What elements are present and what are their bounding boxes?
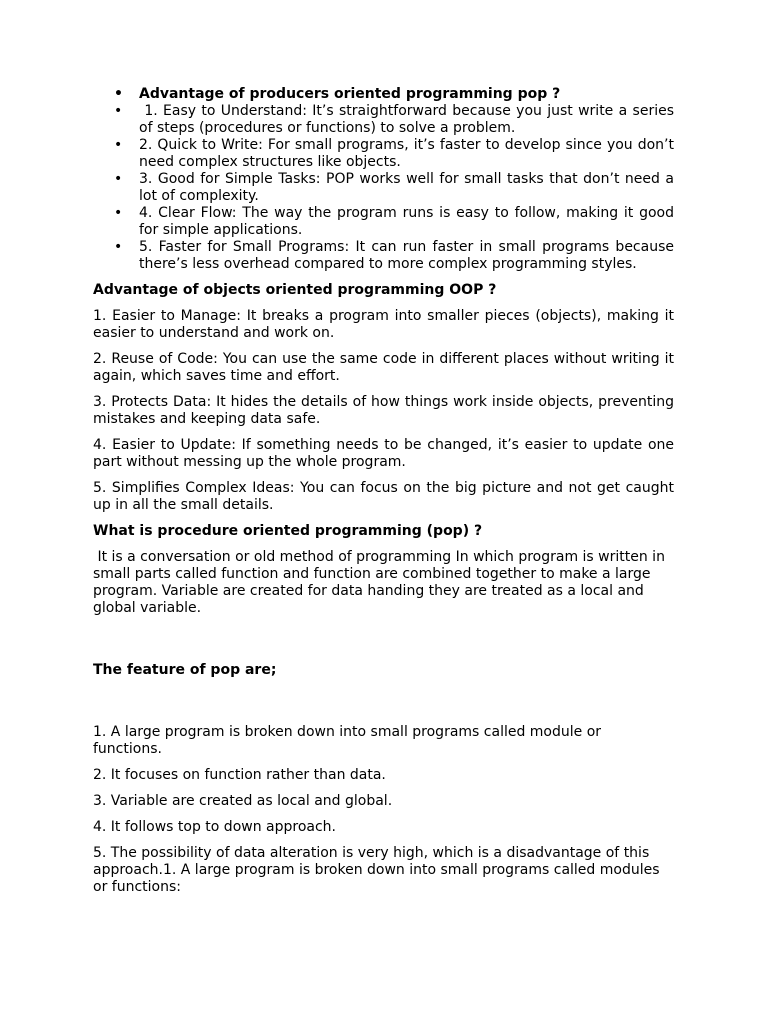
list-item: • 2. Quick to Write: For small programs, it’s faster to develop since you don’t need complex structures like objects. xyxy=(93,137,674,171)
paragraph: 1. Easier to Manage: It breaks a program into smaller pieces (objects), making it easier to understand and work on. xyxy=(93,308,674,341)
pop-features-heading: The feature of pop are; xyxy=(93,662,277,678)
pop-definition-body: It is a conversation or old method of programming In which program is written in small parts called function and function are combined together to make a large program. Variable are created for data handing they are treated as a local and global variable. xyxy=(93,549,670,616)
paragraph: 3. Variable are created as local and global. xyxy=(93,793,393,809)
paragraph: 3. Protects Data: It hides the details of how things work inside objects, preventing mistakes and keeping data safe. xyxy=(93,394,674,427)
paragraph: 4. It follows top to down approach. xyxy=(93,819,336,835)
spacer xyxy=(93,626,674,662)
pop-definition-heading: What is procedure oriented programming (pop) ? xyxy=(93,523,483,539)
list-item: • 5. Faster for Small Programs: It can run faster in small programs because there’s less overhead compared to more complex programming styles. xyxy=(93,239,674,273)
pop-advantages-list xyxy=(93,86,679,273)
paragraph: 2. It focuses on function rather than data. xyxy=(93,767,386,783)
list-item: • 3. Good for Simple Tasks: POP works well for small tasks that don’t need a lot of complexity. xyxy=(93,171,674,205)
paragraph: 2. Reuse of Code: You can use the same code in different places without writing it again, which saves time and effort. xyxy=(93,351,674,384)
paragraph: 5. The possibility of data alteration is very high, which is a disadvantage of this approach.1. A large program is broken down into small programs called modules or functions: xyxy=(93,845,660,895)
paragraph: 4. Easier to Update: If something needs to be changed, it’s easier to update one part without messing up the whole program. xyxy=(93,437,674,470)
spacer xyxy=(93,688,674,724)
oop-advantages-heading: Advantage of objects oriented programming OOP ? xyxy=(93,282,497,298)
paragraph: 5. Simplifies Complex Ideas: You can focus on the big picture and not get caught up in all the small details. xyxy=(93,480,674,513)
document-page xyxy=(93,86,679,905)
list-item: • 4. Clear Flow: The way the program runs is easy to follow, making it good for simple applications. xyxy=(93,205,674,239)
list-item: • 1. Easy to Understand: It’s straightforward because you just write a series of steps (procedures or functions) to solve a problem. xyxy=(93,103,674,137)
paragraph: 1. A large program is broken down into small programs called module or functions. xyxy=(93,724,602,757)
pop-advantages-heading: • Advantage of producers oriented programming pop ? xyxy=(93,86,674,103)
